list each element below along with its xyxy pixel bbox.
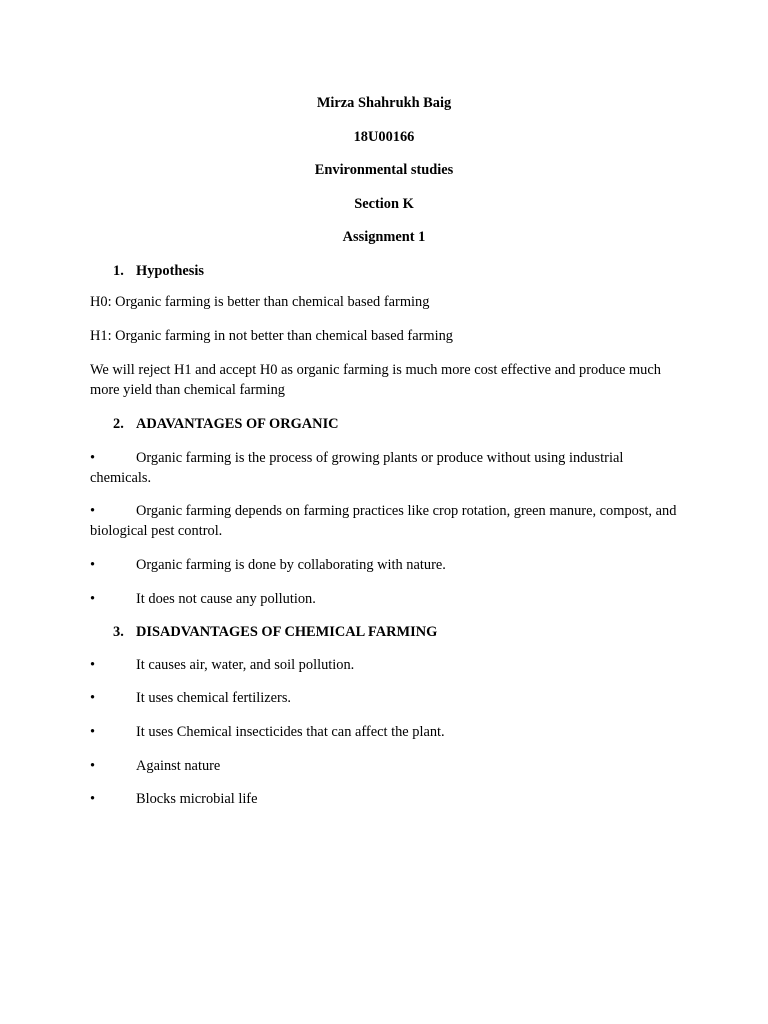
list-item-text: Organic farming depends on farming practices like crop rotation, green manure, compost, and biological pest control. xyxy=(90,503,677,539)
list-item-text: It uses chemical fertilizers. xyxy=(136,690,292,706)
list-item-text: Organic farming is the process of growing plants or produce without using industrial chemicals. xyxy=(90,450,624,486)
section-title: ADAVANTAGES OF ORGANIC xyxy=(136,416,339,432)
list-item-text: It causes air, water, and soil pollution. xyxy=(136,657,355,673)
hypothesis-conclusion: We will reject H1 and accept H0 as organic farming is much more cost effective and produce much more yield than chemical farming xyxy=(90,362,661,398)
list-item xyxy=(90,688,684,708)
list-item xyxy=(90,756,684,776)
list-item-text: Blocks microbial life xyxy=(136,791,258,807)
hypothesis-h0: H0: Organic farming is better than chemical based farming xyxy=(90,294,430,310)
bullet-icon: • xyxy=(90,791,96,807)
list-item-text: Organic farming is done by collaborating with nature. xyxy=(136,557,446,573)
hypothesis-h1: H1: Organic farming in not better than chemical based farming xyxy=(90,328,453,344)
bullet-icon: • xyxy=(90,503,96,519)
list-item xyxy=(90,655,684,675)
list-item xyxy=(90,589,684,609)
student-id: 18U00166 xyxy=(353,129,415,145)
assignment-title: Assignment 1 xyxy=(342,229,426,245)
list-item xyxy=(90,501,684,541)
subject-title: Environmental studies xyxy=(314,162,454,178)
bullet-icon: • xyxy=(90,758,96,774)
section-number: 1. xyxy=(113,263,124,279)
section-title: DISADVANTAGES OF CHEMICAL FARMING xyxy=(136,624,438,640)
list-item xyxy=(90,789,684,809)
bullet-icon: • xyxy=(90,690,96,706)
section-heading-disadvantages xyxy=(113,623,437,641)
bullet-icon: • xyxy=(90,657,96,673)
list-item xyxy=(90,448,684,488)
list-item xyxy=(90,555,684,575)
bullet-icon: • xyxy=(90,450,96,466)
list-item-text: Against nature xyxy=(136,758,221,774)
list-item-text: It uses Chemical insecticides that can affect the plant. xyxy=(136,724,445,740)
list-item-text: It does not cause any pollution. xyxy=(136,591,316,607)
section-title: Hypothesis xyxy=(136,263,204,279)
section-heading-advantages xyxy=(113,415,339,433)
section-number: 3. xyxy=(113,624,124,640)
bullet-icon: • xyxy=(90,591,96,607)
section-label: Section K xyxy=(354,196,414,212)
section-number: 2. xyxy=(113,416,124,432)
bullet-icon: • xyxy=(90,557,96,573)
section-heading-hypothesis xyxy=(113,262,204,280)
list-item xyxy=(90,722,684,742)
bullet-icon: • xyxy=(90,724,96,740)
student-name: Mirza Shahrukh Baig xyxy=(316,95,452,111)
